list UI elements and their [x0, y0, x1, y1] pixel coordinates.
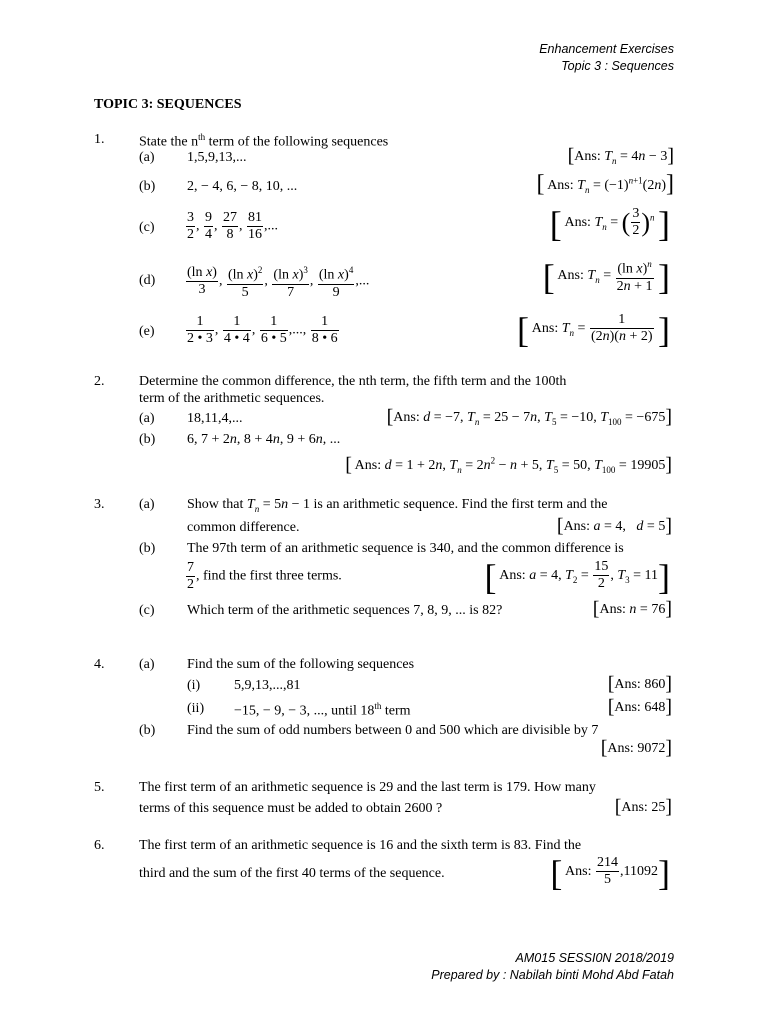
q1c-sequence: $\frac{3}{2}$ , $\frac{9}{4}$ , $\frac{27}{8}$ , $\frac{81}{16}$ ,...: [187, 210, 278, 242]
q1b-answer: [ Ans: $T_n = (-1)^{n+1}(2n)$]: [536, 171, 674, 197]
q4b-label: (b): [139, 723, 156, 738]
q2-text-line2: term of the arithmetic sequences.: [139, 391, 325, 406]
q4a-i-label: (i): [187, 678, 201, 693]
header-topic: Topic 3 : Sequences: [561, 59, 674, 73]
q4b-text: Find the sum of odd numbers between 0 and 500 which are divisible by 7: [187, 723, 599, 738]
q5-text-line1: The first term of an arithmetic sequence is 29 and the last term is 179. How many: [139, 780, 596, 795]
q3a-answer: [Ans: a = 4, d = 5]: [556, 515, 672, 537]
q2-number: 2.: [94, 374, 105, 389]
q2b-answer: [ Ans: d = 1 + 2n, $T_n = 2n^2 - n + 5$, $T_5 = 50$, $T_{100} = 19905$]: [345, 454, 672, 476]
q3c-label: (c): [139, 603, 155, 618]
q2b-label: (b): [139, 432, 156, 447]
q6-text-line2: third and the sum of the first 40 terms of the sequence.: [139, 866, 445, 881]
q1c-answer: [ Ans: $T_n$ = ( $\frac{3}{2}$ )$^n$ ]: [549, 204, 670, 244]
q3a-label: (a): [139, 497, 155, 512]
q3b-label: (b): [139, 541, 156, 556]
q6-answer: [ Ans: $\frac{214}{5}$ ,11092]: [550, 853, 670, 893]
header-course-title: Enhancement Exercises: [539, 42, 674, 56]
q2a-answer: [Ans: d = −7, $T_n = 25 - 7n$, $T_5 = -10$, $T_{100} = -675$]: [386, 406, 672, 428]
page-title: TOPIC 3: SEQUENCES: [94, 97, 242, 112]
q4-number: 4.: [94, 657, 105, 672]
q4a-ii-answer: [Ans: 648]: [607, 696, 672, 718]
q1a-sequence: 1,5,9,13,...: [187, 150, 247, 165]
q1a-answer: [Ans: $T_n = 4n - 3$]: [567, 145, 674, 167]
q2-text-line1: Determine the common difference, the nth term, the fifth term and the 100th: [139, 374, 567, 389]
q3b-text-line2: $\frac{7}{2}$ , find the first three terms.: [187, 560, 342, 592]
q1e-label: (e): [139, 324, 155, 339]
q1-text: State the $n^{th}$ term of the following sequences: [139, 132, 389, 150]
footer-author: Prepared by : Nabilah binti Mohd Abd Fatah: [431, 968, 674, 982]
q4a-i-answer: [Ans: 860]: [607, 673, 672, 695]
q5-answer: [Ans: 25]: [614, 796, 672, 818]
q1a-label: (a): [139, 150, 155, 165]
q1-number: 1.: [94, 132, 105, 147]
q3b-text-line1: The 97th term of an arithmetic sequence is 340, and the common difference is: [187, 541, 624, 556]
q1b-sequence: 2, − 4, 6, − 8, 10, ...: [187, 179, 298, 194]
q1b-label: (b): [139, 179, 156, 194]
q1c-label: (c): [139, 220, 155, 235]
q3-number: 3.: [94, 497, 105, 512]
q4a-text: Find the sum of the following sequences: [187, 657, 415, 672]
q5-text-line2: terms of this sequence must be added to obtain 2600 ?: [139, 801, 443, 816]
q3a-text-line1: Show that $T_n = 5n - 1$ is an arithmetic sequence. Find the first term and the: [187, 497, 608, 514]
q3c-answer: [Ans: n = 76]: [592, 598, 672, 620]
q2a-label: (a): [139, 411, 155, 426]
q2b-sequence: 6, 7 + 2n, 8 + 4n, 9 + 6n, ...: [187, 432, 341, 447]
q4a-label: (a): [139, 657, 155, 672]
q6-number: 6.: [94, 838, 105, 853]
q1e-answer: [ Ans: $T_n$ = $\frac{1}{(2n)(n + 2)}$ ]: [517, 310, 670, 350]
q5-number: 5.: [94, 780, 105, 795]
q1d-sequence: $\frac{\text{(ln x)}}{3}$ , $\frac{(\ln x)^2}{5}$ , $\frac{(\ln x)^3}{7}$ , $\frac{(\ln x)^4}{9}$ ,...: [185, 262, 369, 301]
q4a-ii-label: (ii): [187, 701, 205, 716]
q2a-sequence: 18,11,4,...: [187, 411, 243, 426]
q3c-text: Which term of the arithmetic sequences 7, 8, 9, ... is 82?: [187, 603, 503, 618]
q4a-ii-sequence: −15, − 9, − 3, ..., until 18th term: [234, 701, 411, 719]
q1d-answer: [ Ans: $T_n$ = $\frac{(\ln x)^n}{2n + 1}$ ]: [542, 257, 670, 297]
q4a-i-sequence: 5,9,13,...,81: [234, 678, 301, 693]
q6-text-line1: The first term of an arithmetic sequence is 16 and the sixth term is 83. Find the: [139, 838, 582, 853]
q3a-text-line2: common difference.: [187, 520, 300, 535]
q1e-sequence: $\frac{1}{2 • 3}$ , $\frac{1}{4 • 4}$ , $\frac{1}{6 • 5}$ ,..., $\frac{1}{8 • 6}$: [187, 314, 338, 346]
q3b-answer: [ Ans: a = 4, $T_2$ = $\frac{15}{2}$ , $T_3 = 11$]: [484, 557, 670, 597]
q4b-answer: [Ans: 9072]: [600, 737, 672, 759]
footer-session: AM015 SESSI0N 2018/2019: [515, 951, 674, 965]
q1d-label: (d): [139, 273, 156, 288]
